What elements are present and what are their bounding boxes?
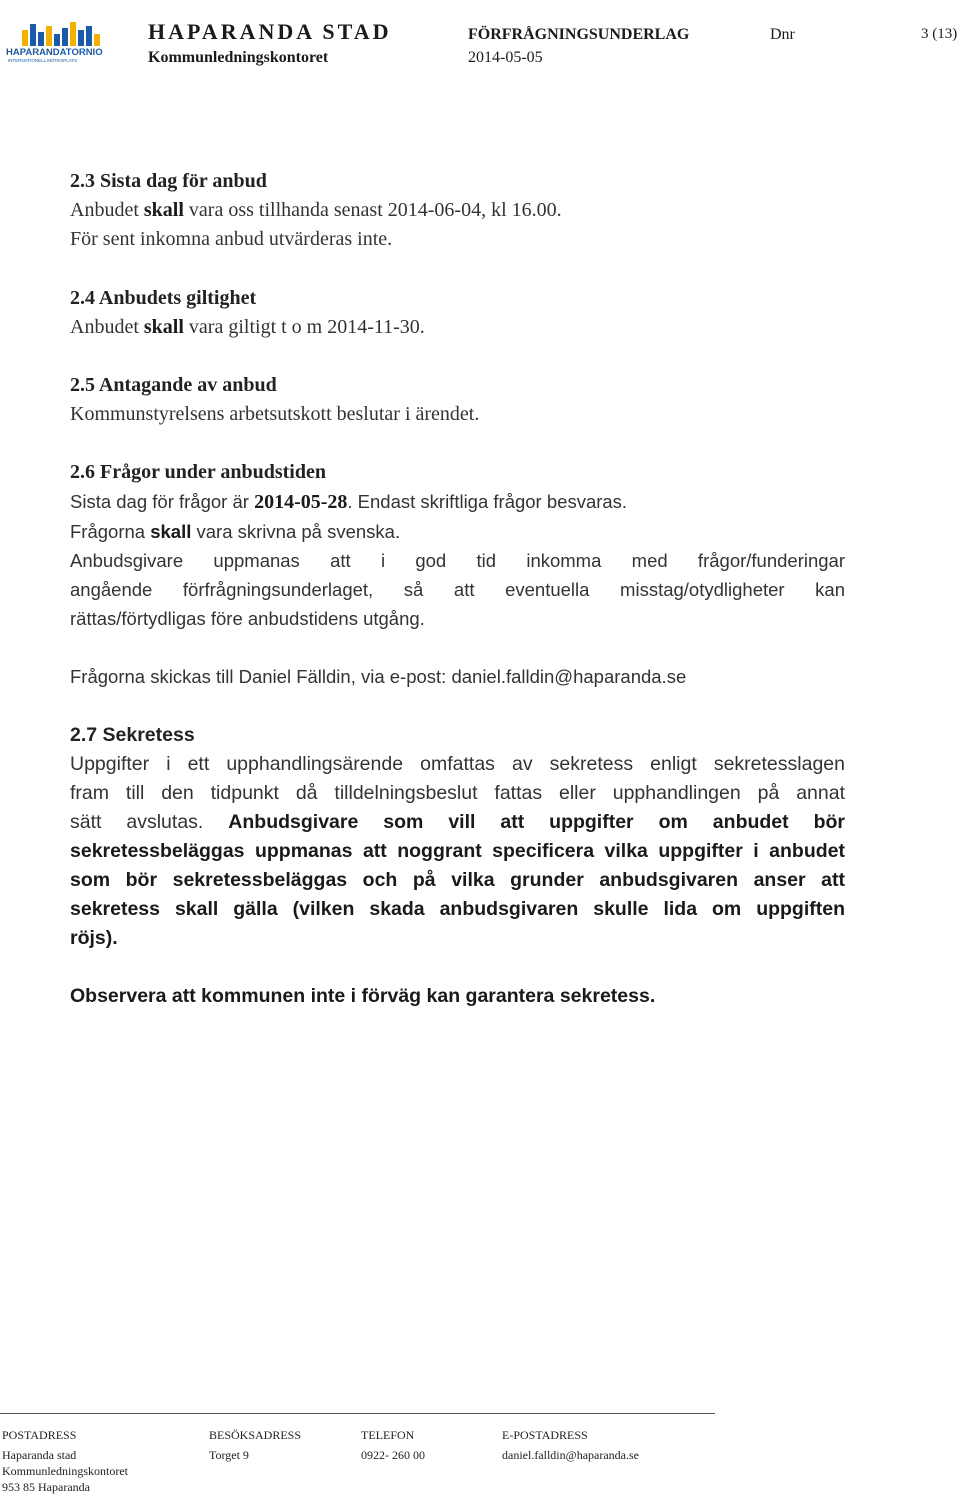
- document-type: FÖRFRÅGNINGSUNDERLAG: [468, 26, 690, 43]
- footer-label-postal: POSTADRESS: [2, 1428, 77, 1442]
- paragraph-line: Anbudet skall vara oss tillhanda senast 2014-06-04, kl 16.00.: [70, 199, 562, 221]
- secrecy-notice: Observera att kommunen inte i förväg kan garantera sekretess.: [70, 985, 656, 1007]
- paragraph-line: Sista dag för frågor är 2014-05-28. Endast skriftliga frågor besvaras.: [70, 491, 628, 513]
- section-2-7: [70, 721, 845, 1011]
- paragraph-line: Anbudet skall vara giltigt t o m 2014-11-30.: [70, 316, 425, 338]
- section-2-4: [70, 284, 425, 342]
- questions-paragraph: Anbudsgivare uppmanas att i god tid inkomma med frågor/funderingar angående förfrågningsunderlaget, så att eventuella misstag/otydligheter kan rättas/förtydligas före anbudstidens utgång.: [70, 550, 845, 629]
- paragraph-line: Frågorna skall vara skrivna på svenska.: [70, 521, 401, 542]
- section-2-3: [70, 167, 562, 254]
- paragraph-line: Kommunstyrelsens arbetsutskott beslutar i ärendet.: [70, 403, 480, 425]
- section-heading: 2.6 Frågor under anbudstiden: [70, 461, 326, 483]
- section-2-5: [70, 371, 479, 429]
- dnr-label: Dnr: [770, 26, 795, 43]
- logo-wordmark: HAPARANDATORNIO: [6, 47, 103, 58]
- footer-postal-line-2: Kommunledningskontoret: [2, 1464, 128, 1478]
- org-title: HAPARANDA STAD: [148, 19, 392, 44]
- section-heading: 2.3 Sista dag för anbud: [70, 170, 267, 192]
- department-name: Kommunledningskontoret: [148, 49, 329, 66]
- section-heading: 2.7 Sekretess: [70, 724, 195, 746]
- footer-divider: [0, 1413, 715, 1414]
- logo-tagline: INTERNATIONELL MÖTESPLATS: [8, 58, 78, 63]
- section-2-6: [70, 458, 845, 691]
- footer-phone: 0922- 260 00: [361, 1448, 425, 1462]
- footer-label-phone: TELEFON: [361, 1428, 415, 1442]
- section-heading: 2.5 Antagande av anbud: [70, 374, 277, 396]
- footer-label-email: E-POSTADRESS: [502, 1428, 588, 1442]
- footer-postal-line-3: 953 85 Haparanda: [2, 1480, 90, 1494]
- page-number: 3 (13): [921, 26, 958, 42]
- paragraph-line: För sent inkomna anbud utvärderas inte.: [70, 228, 393, 250]
- secrecy-paragraph: Uppgifter i ett upphandlingsärende omfattas av sekretess enligt sekretesslagen fram till den tidpunkt då tilldelningsbeslut fattas eller upphandlingen på annat sätt avslutas. Anbudsgivare som vill att uppgifter om anbudet bör sekretessbeläggas uppmanas att noggrant specificera vilka uppgifter i anbudet som bör sekretessbeläggas och på vilka grunder anbudsgivaren anser att sekretess skall gälla (vilken skada anbudsgivaren skulle lida om uppgiften röjs).: [70, 753, 846, 949]
- footer-visit-address: Torget 9: [209, 1448, 249, 1462]
- document-date: 2014-05-05: [468, 49, 543, 66]
- section-heading: 2.4 Anbudets giltighet: [70, 287, 257, 309]
- contact-line: Frågorna skickas till Daniel Fälldin, via e-post: daniel.falldin@haparanda.se: [70, 666, 687, 687]
- footer-email: daniel.falldin@haparanda.se: [502, 1448, 639, 1462]
- haparanda-tornio-logo: [4, 20, 126, 64]
- footer-postal-line-1: Haparanda stad: [2, 1448, 77, 1462]
- footer-label-visit: BESÖKSADRESS: [209, 1428, 302, 1442]
